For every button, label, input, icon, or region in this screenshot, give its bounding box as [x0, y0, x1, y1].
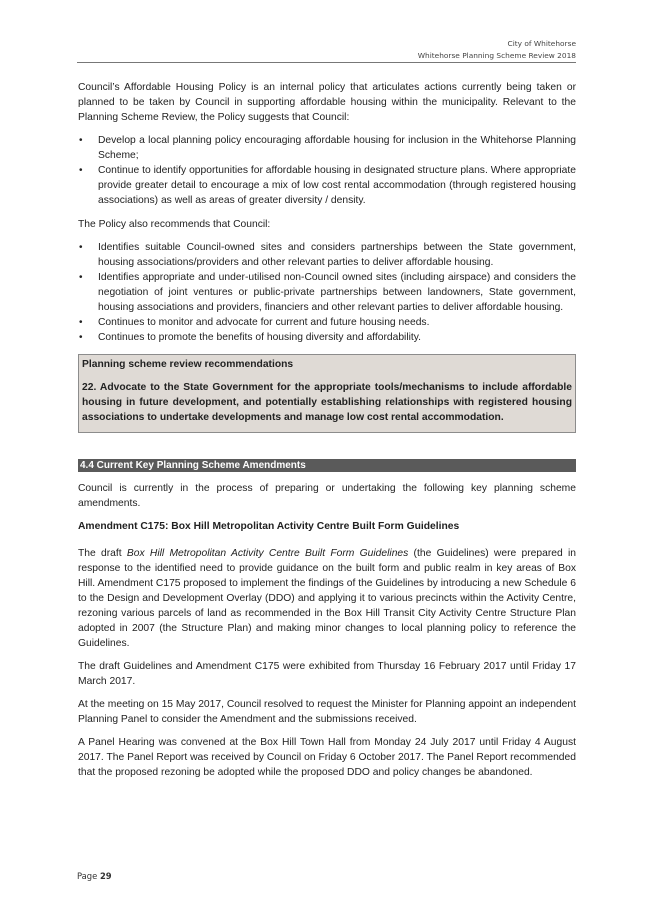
recommendation-number: 22.	[82, 382, 97, 393]
recommendations-box	[78, 354, 576, 433]
guidelines-title-italic: Box Hill Metropolitan Activity Centre Built Form Guidelines	[126, 548, 409, 559]
bullet-icon: •	[79, 272, 83, 283]
recommendation-text: Advocate to the State Government for the appropriate tools/mechanisms to include affordable housing in future development, and potentially establishing relationships with registered housing associations to undertake developments and manage low cost rental accommodation.	[82, 382, 572, 423]
policy-suggestions-list	[78, 133, 576, 208]
list-item: • Identifies suitable Council-owned sites and considers partnerships between the State government, housing associations/providers and other relevant parties to deliver affordable housing.	[79, 242, 576, 268]
list-item: • Identifies appropriate and under-utilised non-Council owned sites (including airspace) and considers the negotiation of joint ventures or public-private partnerships between landowners, State government, housing associations and providers, financiers and other relevant parties to deliver affordable housing.	[79, 272, 576, 313]
amendment-paragraph-2: The draft Guidelines and Amendment C175 were exhibited from Thursday 16 February 2017 until Friday 17 March 2017.	[78, 661, 576, 687]
bullet-icon: •	[79, 317, 83, 328]
page-header	[418, 38, 576, 61]
recommendation-22	[82, 380, 572, 425]
header-org: City of Whitehorse	[507, 39, 576, 48]
list-item: • Continues to monitor and advocate for current and future housing needs.	[79, 317, 430, 328]
header-report-title: Whitehorse Planning Scheme Review 2018	[417, 50, 576, 60]
bullet-icon: •	[79, 135, 83, 146]
amendment-paragraph-1: The draft Box Hill Metropolitan Activity Centre Built Form Guidelines (the Guidelines) were prepared in response to the identified need to provide guidance on the built form and public realm in key areas of Box Hill. Amendment C175 proposed to implement the findings of the Guidelines by introducing a new Schedule 6 to the Design and Development Overlay (DDO) and applying it to various precincts within the Activity Centre, rezoning various parcels of land as recommended in the Box Hill Transit City Activity Centre Structure Plan adopted in 2007 (the Structure Plan) and making minor changes to local planning policy to reference the Guidelines.	[78, 548, 576, 649]
section-heading-4-4: 4.4 Current Key Planning Scheme Amendments	[78, 459, 576, 472]
recommendations-title: Planning scheme review recommendations	[82, 359, 294, 370]
policy-intro-paragraph: Council’s Affordable Housing Policy is an internal policy that articulates actions currently being taken or planned to be taken by Council in supporting affordable housing within the municipality. Relevant to the Planning Scheme Review, the Policy suggests that Council:	[78, 82, 576, 123]
amendment-paragraph-3: At the meeting on 15 May 2017, Council resolved to request the Minister for Planning appoint an independent Planning Panel to consider the Amendment and the submissions received.	[78, 699, 577, 725]
section-intro-paragraph: Council is currently in the process of preparing or undertaking the following key planning scheme amendments.	[78, 483, 576, 509]
bullet-icon: •	[79, 332, 83, 343]
list-item: • Continues to promote the benefits of housing diversity and affordability.	[79, 332, 422, 343]
list-item: • Continue to identify opportunities for affordable housing in designated structure plans. Where appropriate provide greater detail to encourage a mix of low cost rental accommodation (through registered housing associations) as well as areas of greater diversity / density.	[79, 165, 576, 206]
list-item: • Develop a local planning policy encouraging affordable housing for inclusion in the Whitehorse Planning Scheme;	[79, 135, 576, 161]
bullet-icon: •	[79, 165, 83, 176]
page-footer	[77, 871, 112, 881]
policy-recommends-paragraph: The Policy also recommends that Council:	[78, 219, 271, 230]
amendment-c175-title: Amendment C175: Box Hill Metropolitan Activity Centre Built Form Guidelines	[78, 521, 460, 532]
amendment-paragraph-4: A Panel Hearing was convened at the Box Hill Town Hall from Monday 24 July 2017 until Friday 4 August 2017. The Panel Report was received by Council on Friday 6 October 2017. The Panel Report recommended that the proposed rezoning be adopted while the proposed DDO and policy changes be abandoned.	[78, 737, 576, 778]
header-divider	[77, 62, 576, 63]
page-number: 29	[99, 871, 112, 881]
policy-recommendations-list	[78, 240, 576, 345]
page-content	[78, 80, 576, 788]
page-label: Page	[77, 871, 100, 881]
bullet-icon: •	[79, 242, 83, 253]
